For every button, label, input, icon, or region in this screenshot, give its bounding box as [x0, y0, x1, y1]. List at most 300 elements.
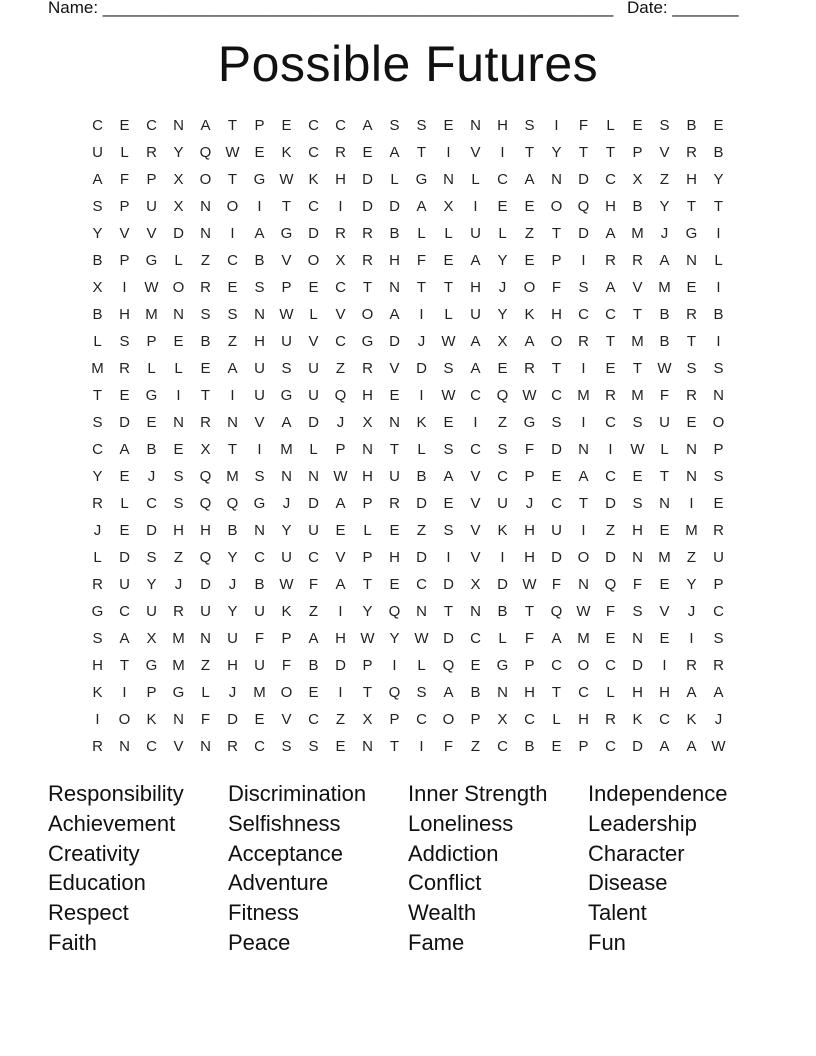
grid-letter[interactable]: Z — [470, 738, 481, 755]
grid-letter[interactable]: V — [281, 252, 292, 269]
grid-letter[interactable]: H — [92, 657, 103, 674]
grid-letter[interactable]: J — [687, 603, 696, 620]
grid-letter[interactable]: M — [280, 441, 293, 458]
grid-letter[interactable]: J — [282, 495, 291, 512]
grid-letter[interactable]: O — [712, 414, 725, 431]
grid-letter[interactable]: Y — [497, 306, 508, 323]
grid-letter[interactable]: J — [93, 522, 102, 539]
grid-letter[interactable]: C — [92, 441, 103, 458]
grid-letter[interactable]: J — [714, 711, 723, 728]
grid-letter[interactable]: A — [686, 738, 697, 755]
grid-letter[interactable]: S — [173, 495, 184, 512]
grid-letter[interactable]: I — [446, 549, 451, 566]
grid-letter[interactable]: U — [470, 306, 481, 323]
grid-letter[interactable]: I — [338, 603, 343, 620]
grid-letter[interactable]: D — [443, 630, 454, 647]
grid-letter[interactable]: K — [632, 711, 643, 728]
grid-letter[interactable]: E — [686, 279, 697, 296]
grid-letter[interactable]: T — [416, 279, 427, 296]
grid-letter[interactable]: Q — [496, 387, 509, 404]
grid-letter[interactable]: T — [686, 333, 697, 350]
grid-letter[interactable]: D — [119, 414, 130, 431]
grid-letter[interactable]: X — [632, 171, 643, 188]
grid-letter[interactable]: J — [525, 495, 534, 512]
grid-letter[interactable]: G — [280, 387, 293, 404]
grid-letter[interactable]: A — [389, 144, 400, 161]
grid-letter[interactable]: C — [551, 387, 562, 404]
grid-letter[interactable]: B — [146, 441, 157, 458]
grid-letter[interactable]: N — [119, 738, 130, 755]
grid-letter[interactable]: H — [632, 684, 643, 701]
grid-letter[interactable]: B — [524, 738, 535, 755]
grid-letter[interactable]: U — [497, 495, 508, 512]
grid-letter[interactable]: C — [605, 657, 616, 674]
grid-letter[interactable]: I — [500, 144, 505, 161]
grid-letter[interactable]: L — [660, 441, 669, 458]
grid-letter[interactable]: L — [714, 252, 723, 269]
grid-letter[interactable]: B — [497, 603, 508, 620]
grid-letter[interactable]: T — [362, 576, 373, 593]
grid-letter[interactable]: S — [281, 360, 292, 377]
grid-letter[interactable]: R — [605, 252, 616, 269]
grid-letter[interactable]: R — [362, 360, 373, 377]
grid-letter[interactable]: H — [605, 198, 616, 215]
grid-letter[interactable]: L — [417, 225, 426, 242]
grid-letter[interactable]: B — [659, 306, 670, 323]
grid-letter[interactable]: C — [497, 738, 508, 755]
grid-letter[interactable]: H — [227, 657, 238, 674]
grid-letter[interactable]: D — [578, 171, 589, 188]
grid-letter[interactable]: D — [362, 171, 373, 188]
grid-letter[interactable]: L — [417, 657, 426, 674]
grid-letter[interactable]: I — [581, 252, 586, 269]
grid-letter[interactable]: G — [361, 333, 374, 350]
grid-letter[interactable]: V — [173, 738, 184, 755]
grid-letter[interactable]: C — [119, 603, 130, 620]
grid-letter[interactable]: D — [551, 549, 562, 566]
grid-letter[interactable]: Q — [442, 657, 455, 674]
grid-letter[interactable]: U — [470, 225, 481, 242]
grid-letter[interactable]: C — [497, 468, 508, 485]
grid-letter[interactable]: N — [281, 468, 292, 485]
grid-letter[interactable]: S — [686, 360, 697, 377]
grid-letter[interactable]: Q — [334, 387, 347, 404]
grid-letter[interactable]: C — [308, 198, 319, 215]
grid-letter[interactable]: G — [145, 657, 158, 674]
grid-letter[interactable]: R — [686, 657, 697, 674]
grid-letter[interactable]: R — [92, 576, 103, 593]
grid-letter[interactable]: E — [335, 738, 346, 755]
grid-letter[interactable]: H — [362, 468, 373, 485]
grid-letter[interactable]: N — [551, 171, 562, 188]
grid-letter[interactable]: E — [470, 657, 481, 674]
grid-letter[interactable]: T — [281, 198, 292, 215]
grid-letter[interactable]: W — [522, 387, 537, 404]
grid-letter[interactable]: P — [524, 657, 535, 674]
grid-letter[interactable]: N — [713, 387, 724, 404]
grid-letter[interactable]: U — [281, 549, 292, 566]
grid-letter[interactable]: R — [524, 360, 535, 377]
grid-letter[interactable]: Z — [200, 657, 211, 674]
grid-letter[interactable]: L — [93, 549, 102, 566]
grid-letter[interactable]: C — [335, 279, 346, 296]
grid-letter[interactable]: G — [253, 171, 266, 188]
grid-letter[interactable]: L — [552, 711, 561, 728]
grid-letter[interactable]: L — [174, 360, 183, 377]
grid-letter[interactable]: E — [551, 738, 562, 755]
grid-letter[interactable]: G — [685, 225, 698, 242]
grid-letter[interactable]: V — [659, 603, 670, 620]
grid-letter[interactable]: F — [254, 630, 265, 647]
grid-letter[interactable]: S — [308, 738, 319, 755]
grid-letter[interactable]: Z — [497, 414, 508, 431]
grid-letter[interactable]: D — [200, 576, 211, 593]
grid-letter[interactable]: R — [227, 738, 238, 755]
grid-letter[interactable]: A — [119, 630, 130, 647]
grid-letter[interactable]: M — [145, 306, 158, 323]
grid-letter[interactable]: T — [686, 198, 697, 215]
grid-letter[interactable]: C — [227, 252, 238, 269]
grid-letter[interactable]: T — [524, 144, 535, 161]
grid-letter[interactable]: P — [470, 711, 481, 728]
grid-letter[interactable]: O — [361, 306, 374, 323]
grid-letter[interactable]: V — [308, 333, 319, 350]
grid-letter[interactable]: C — [308, 144, 319, 161]
grid-letter[interactable]: A — [227, 360, 238, 377]
grid-letter[interactable]: U — [308, 387, 319, 404]
grid-letter[interactable]: L — [120, 144, 129, 161]
grid-letter[interactable]: O — [550, 333, 563, 350]
grid-letter[interactable]: T — [605, 144, 616, 161]
grid-letter[interactable]: V — [335, 549, 346, 566]
grid-letter[interactable]: G — [91, 603, 104, 620]
grid-letter[interactable]: E — [524, 252, 535, 269]
grid-letter[interactable]: D — [173, 225, 184, 242]
grid-letter[interactable]: E — [632, 468, 643, 485]
grid-letter[interactable]: D — [497, 576, 508, 593]
grid-letter[interactable]: X — [92, 279, 103, 296]
grid-letter[interactable]: Z — [524, 225, 535, 242]
grid-letter[interactable]: O — [226, 198, 239, 215]
grid-letter[interactable]: F — [443, 738, 454, 755]
grid-letter[interactable]: V — [281, 711, 292, 728]
grid-letter[interactable]: V — [119, 225, 130, 242]
grid-letter[interactable]: A — [443, 468, 454, 485]
grid-letter[interactable]: X — [200, 441, 211, 458]
grid-letter[interactable]: T — [632, 360, 643, 377]
grid-letter[interactable]: H — [470, 279, 481, 296]
grid-letter[interactable]: M — [577, 387, 590, 404]
grid-letter[interactable]: W — [657, 360, 672, 377]
grid-letter[interactable]: P — [713, 576, 724, 593]
grid-letter[interactable]: H — [632, 522, 643, 539]
grid-letter[interactable]: A — [119, 441, 130, 458]
grid-letter[interactable]: S — [578, 279, 589, 296]
grid-letter[interactable]: S — [443, 522, 454, 539]
grid-letter[interactable]: L — [606, 684, 615, 701]
grid-letter[interactable]: H — [389, 252, 400, 269]
grid-letter[interactable]: Y — [659, 198, 670, 215]
grid-letter[interactable]: L — [363, 522, 372, 539]
grid-letter[interactable]: I — [230, 225, 235, 242]
grid-letter[interactable]: E — [389, 387, 400, 404]
grid-letter[interactable]: N — [686, 441, 697, 458]
grid-letter[interactable]: E — [443, 252, 454, 269]
grid-letter[interactable]: D — [443, 576, 454, 593]
grid-letter[interactable]: G — [415, 171, 428, 188]
grid-letter[interactable]: Y — [389, 630, 400, 647]
grid-letter[interactable]: L — [498, 630, 507, 647]
grid-letter[interactable]: N — [173, 117, 184, 134]
grid-letter[interactable]: U — [227, 630, 238, 647]
grid-letter[interactable]: I — [446, 144, 451, 161]
grid-letter[interactable]: O — [550, 198, 563, 215]
grid-letter[interactable]: A — [551, 630, 562, 647]
grid-letter[interactable]: Q — [199, 144, 212, 161]
grid-letter[interactable]: S — [551, 414, 562, 431]
grid-letter[interactable]: U — [146, 198, 157, 215]
grid-letter[interactable]: E — [335, 522, 346, 539]
grid-letter[interactable]: E — [389, 576, 400, 593]
grid-letter[interactable]: Z — [173, 549, 184, 566]
grid-letter[interactable]: N — [686, 252, 697, 269]
grid-letter[interactable]: R — [686, 387, 697, 404]
grid-letter[interactable]: D — [335, 657, 346, 674]
grid-letter[interactable]: R — [686, 306, 697, 323]
grid-letter[interactable]: B — [632, 198, 643, 215]
grid-letter[interactable]: S — [416, 684, 427, 701]
grid-letter[interactable]: E — [632, 117, 643, 134]
grid-letter[interactable]: E — [713, 117, 724, 134]
grid-letter[interactable]: T — [362, 684, 373, 701]
grid-letter[interactable]: U — [713, 549, 724, 566]
grid-letter[interactable]: C — [308, 549, 319, 566]
grid-letter[interactable]: U — [119, 576, 130, 593]
grid-letter[interactable]: L — [201, 684, 210, 701]
grid-letter[interactable]: M — [658, 279, 671, 296]
grid-letter[interactable]: Y — [146, 576, 157, 593]
grid-letter[interactable]: K — [497, 522, 508, 539]
grid-letter[interactable]: A — [605, 225, 616, 242]
grid-letter[interactable]: R — [686, 144, 697, 161]
grid-letter[interactable]: Q — [199, 549, 212, 566]
grid-letter[interactable]: Y — [551, 144, 562, 161]
grid-letter[interactable]: I — [608, 441, 613, 458]
grid-letter[interactable]: E — [173, 333, 184, 350]
grid-letter[interactable]: E — [686, 414, 697, 431]
grid-letter[interactable]: B — [389, 225, 400, 242]
grid-letter[interactable]: Z — [686, 549, 697, 566]
grid-letter[interactable]: N — [254, 306, 265, 323]
grid-letter[interactable]: B — [254, 576, 265, 593]
grid-letter[interactable]: H — [335, 630, 346, 647]
grid-letter[interactable]: C — [470, 441, 481, 458]
grid-letter[interactable]: A — [416, 198, 427, 215]
grid-letter[interactable]: P — [524, 468, 535, 485]
grid-letter[interactable]: O — [442, 711, 455, 728]
grid-letter[interactable]: V — [470, 495, 481, 512]
grid-letter[interactable]: E — [659, 522, 670, 539]
grid-letter[interactable]: I — [554, 117, 559, 134]
grid-letter[interactable]: J — [174, 576, 183, 593]
grid-letter[interactable]: Y — [92, 468, 103, 485]
grid-letter[interactable]: N — [173, 414, 184, 431]
grid-letter[interactable]: U — [254, 657, 265, 674]
grid-letter[interactable]: C — [254, 549, 265, 566]
grid-letter[interactable]: P — [335, 441, 346, 458]
grid-letter[interactable]: N — [632, 630, 643, 647]
grid-letter[interactable]: P — [389, 711, 400, 728]
grid-letter[interactable]: S — [632, 495, 643, 512]
grid-letter[interactable]: I — [419, 306, 424, 323]
grid-letter[interactable]: E — [713, 495, 724, 512]
grid-letter[interactable]: U — [308, 360, 319, 377]
grid-letter[interactable]: C — [578, 684, 589, 701]
grid-letter[interactable]: Z — [308, 603, 319, 620]
grid-letter[interactable]: T — [578, 144, 589, 161]
grid-letter[interactable]: O — [280, 684, 293, 701]
grid-letter[interactable]: P — [119, 252, 130, 269]
grid-letter[interactable]: B — [713, 144, 724, 161]
grid-letter[interactable]: I — [581, 414, 586, 431]
grid-letter[interactable]: E — [200, 360, 211, 377]
grid-letter[interactable]: E — [227, 279, 238, 296]
grid-letter[interactable]: F — [119, 171, 130, 188]
grid-letter[interactable]: B — [227, 522, 238, 539]
grid-letter[interactable]: E — [308, 684, 319, 701]
date-field[interactable]: Date: _______ — [627, 0, 739, 17]
grid-letter[interactable]: M — [631, 225, 644, 242]
grid-letter[interactable]: T — [713, 198, 724, 215]
grid-letter[interactable]: R — [92, 738, 103, 755]
grid-letter[interactable]: I — [419, 738, 424, 755]
grid-letter[interactable]: E — [146, 414, 157, 431]
grid-letter[interactable]: A — [254, 225, 265, 242]
grid-letter[interactable]: D — [578, 225, 589, 242]
grid-letter[interactable]: R — [605, 711, 616, 728]
grid-letter[interactable]: U — [254, 360, 265, 377]
grid-letter[interactable]: S — [281, 738, 292, 755]
grid-letter[interactable]: D — [416, 495, 427, 512]
grid-letter[interactable]: J — [228, 576, 237, 593]
grid-letter[interactable]: I — [338, 684, 343, 701]
grid-letter[interactable]: P — [119, 198, 130, 215]
grid-letter[interactable]: A — [443, 684, 454, 701]
grid-letter[interactable]: V — [335, 306, 346, 323]
grid-letter[interactable]: U — [146, 603, 157, 620]
grid-letter[interactable]: H — [254, 333, 265, 350]
grid-letter[interactable]: Z — [335, 711, 346, 728]
grid-letter[interactable]: K — [92, 684, 103, 701]
grid-letter[interactable]: C — [605, 468, 616, 485]
grid-letter[interactable]: N — [686, 468, 697, 485]
grid-letter[interactable]: K — [281, 603, 292, 620]
grid-letter[interactable]: C — [551, 657, 562, 674]
grid-letter[interactable]: I — [581, 522, 586, 539]
grid-letter[interactable]: K — [416, 414, 427, 431]
grid-letter[interactable]: D — [389, 333, 400, 350]
grid-letter[interactable]: P — [362, 657, 373, 674]
grid-letter[interactable]: S — [713, 630, 724, 647]
grid-letter[interactable]: W — [333, 468, 348, 485]
grid-letter[interactable]: F — [551, 576, 562, 593]
grid-letter[interactable]: A — [389, 306, 400, 323]
grid-letter[interactable]: L — [444, 225, 453, 242]
grid-letter[interactable]: F — [551, 279, 562, 296]
grid-letter[interactable]: J — [660, 225, 669, 242]
grid-letter[interactable]: C — [335, 117, 346, 134]
grid-letter[interactable]: N — [389, 414, 400, 431]
grid-letter[interactable]: I — [257, 441, 262, 458]
grid-letter[interactable]: Q — [577, 198, 590, 215]
grid-letter[interactable]: C — [470, 630, 481, 647]
grid-letter[interactable]: E — [605, 360, 616, 377]
grid-letter[interactable]: D — [551, 441, 562, 458]
grid-letter[interactable]: H — [578, 711, 589, 728]
grid-letter[interactable]: J — [336, 414, 345, 431]
grid-letter[interactable]: R — [632, 252, 643, 269]
grid-letter[interactable]: H — [551, 306, 562, 323]
grid-letter[interactable]: A — [470, 252, 481, 269]
grid-letter[interactable]: E — [308, 279, 319, 296]
grid-letter[interactable]: R — [362, 252, 373, 269]
grid-letter[interactable]: E — [173, 441, 184, 458]
grid-letter[interactable]: C — [146, 117, 157, 134]
grid-letter[interactable]: E — [443, 117, 454, 134]
grid-letter[interactable]: A — [335, 495, 346, 512]
grid-letter[interactable]: P — [578, 738, 589, 755]
grid-letter[interactable]: U — [551, 522, 562, 539]
grid-letter[interactable]: U — [389, 468, 400, 485]
grid-letter[interactable]: H — [200, 522, 211, 539]
grid-letter[interactable]: R — [146, 144, 157, 161]
grid-letter[interactable]: U — [200, 603, 211, 620]
grid-letter[interactable]: N — [200, 738, 211, 755]
grid-letter[interactable]: X — [173, 171, 184, 188]
grid-letter[interactable]: R — [119, 360, 130, 377]
grid-letter[interactable]: P — [281, 279, 292, 296]
grid-letter[interactable]: D — [308, 414, 319, 431]
grid-letter[interactable]: N — [173, 306, 184, 323]
grid-letter[interactable]: A — [470, 333, 481, 350]
grid-letter[interactable]: U — [254, 603, 265, 620]
grid-letter[interactable]: V — [470, 468, 481, 485]
grid-letter[interactable]: S — [227, 306, 238, 323]
grid-letter[interactable]: P — [713, 441, 724, 458]
grid-letter[interactable]: O — [307, 252, 320, 269]
grid-letter[interactable]: G — [253, 495, 266, 512]
grid-letter[interactable]: R — [362, 225, 373, 242]
grid-letter[interactable]: V — [632, 279, 643, 296]
grid-letter[interactable]: T — [119, 657, 130, 674]
grid-letter[interactable]: F — [281, 657, 292, 674]
grid-letter[interactable]: E — [119, 387, 130, 404]
grid-letter[interactable]: Z — [227, 333, 238, 350]
grid-letter[interactable]: I — [716, 279, 721, 296]
grid-letter[interactable]: T — [227, 117, 238, 134]
grid-letter[interactable]: S — [254, 279, 265, 296]
grid-letter[interactable]: T — [551, 225, 562, 242]
grid-letter[interactable]: X — [443, 198, 454, 215]
grid-letter[interactable]: C — [416, 576, 427, 593]
grid-letter[interactable]: L — [390, 171, 399, 188]
grid-letter[interactable]: S — [92, 198, 103, 215]
grid-letter[interactable]: F — [416, 252, 427, 269]
grid-letter[interactable]: E — [254, 711, 265, 728]
grid-letter[interactable]: C — [578, 306, 589, 323]
grid-letter[interactable]: M — [91, 360, 104, 377]
grid-letter[interactable]: C — [254, 738, 265, 755]
